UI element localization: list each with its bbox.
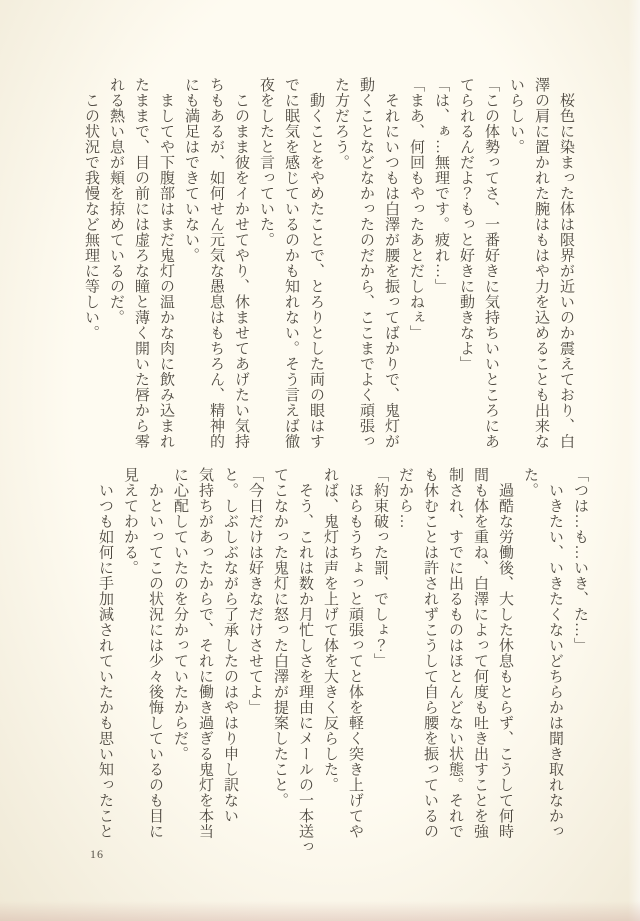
text-column: ましてや下腹部はまだ鬼灯の温かな肉に飲み込まれ bbox=[158, 77, 174, 449]
text-column: 桜色に染まった体は限界が近いのか震えており、白 bbox=[558, 77, 574, 449]
text-column: 「まあ、何回もやったあとだしねぇ」 bbox=[408, 77, 424, 341]
text-column: れば、鬼灯は声を上げて体を大きく反らした。 bbox=[322, 467, 338, 793]
text-column: 夜をしたと言っていた。 bbox=[258, 77, 274, 248]
text-column: 気持ちがあったからで、それに働き過ぎる鬼灯を本当 bbox=[197, 467, 213, 839]
text-column: 動くことなどなかったのだから、ここまでよく頑張っ bbox=[358, 77, 374, 449]
text-column: いきたい、いきたくないどちらかは聞き取れなかっ bbox=[547, 467, 563, 839]
text-column: 「は、ぁ…無理です。疲れ…」 bbox=[433, 77, 449, 294]
text-column: 「この体勢ってさ、一番好きに気持ちいいところにあ bbox=[483, 77, 499, 449]
text-column: いつも如何に手加減されていたかも思い知ったこと bbox=[97, 467, 113, 839]
text-column: 見えてわかる。 bbox=[122, 467, 138, 576]
text-column: れる熱い息が頬を掠めているのだ。 bbox=[108, 77, 124, 325]
text-column: た方だろう。 bbox=[333, 77, 349, 170]
text-column: そう、これは数か月忙しさを理由にメールの一本送っ bbox=[297, 467, 313, 855]
text-column: た。 bbox=[522, 467, 538, 498]
text-column: いらしい。 bbox=[508, 77, 524, 155]
text-column: でに眠気を感じているのかも知れない。そう言えば徹 bbox=[283, 77, 299, 449]
text-column: てこなかった鬼灯に怒った白澤が提案したこと。 bbox=[272, 467, 288, 808]
text-column: たままで、目の前には虚ろな瞳と薄く開いた唇から零 bbox=[133, 77, 149, 449]
text-column: それにいつもは白澤が腰を振ってばかりで、鬼灯が bbox=[383, 77, 399, 449]
text-column: 「約束破った罰、でしょ？」 bbox=[372, 467, 388, 669]
text-column: この状況で我慢など無理に等しい。 bbox=[83, 77, 99, 341]
text-block-bottom bbox=[92, 467, 592, 855]
text-block-top bbox=[78, 77, 578, 449]
text-column: にも満足はできていない。 bbox=[183, 77, 199, 263]
text-column: に心配していたのを分かっていたからだ。 bbox=[172, 467, 188, 762]
text-column: 澤の肩に置かれた腕はもはや力を込めることも出来な bbox=[533, 77, 549, 449]
text-column: 「つは…も…いき、た…」 bbox=[572, 467, 588, 653]
text-column: だから… bbox=[397, 467, 413, 529]
text-column: 「今日だけは好きなだけさせてよ」 bbox=[247, 467, 263, 715]
text-column: てられるんだよ？もっと好きに動きなよ」 bbox=[458, 77, 474, 372]
text-column: と。しぶしぶながら了承したのはやはり申し訳ない bbox=[222, 467, 238, 824]
text-column: も休むことは許されずこうして自ら腰を振っているの bbox=[422, 467, 438, 839]
text-column: このまま彼をイかせてやり、休ませてあげたい気持 bbox=[233, 77, 249, 449]
text-column: 過酷な労働後、大した休息もとらず、こうして何時 bbox=[497, 467, 513, 839]
text-column: 動くことをやめたことで、とろりとした両の眼はす bbox=[308, 77, 324, 449]
text-column: ほらもうちょっと頑張ってと体を軽く突き上げてや bbox=[347, 467, 363, 839]
text-column: かといってこの状況には少々後悔しているのも目に bbox=[147, 467, 163, 839]
text-column: ちもあるが、如何せん元気な愚息はもちろん、精神的 bbox=[208, 77, 224, 449]
text-column: 間も体を重ね、白澤によって何度も吐き出すことを強 bbox=[472, 467, 488, 839]
text-column: 制され、すでに出るものはほとんどない状態。それで bbox=[447, 467, 463, 839]
page-number: 16 bbox=[90, 847, 104, 861]
